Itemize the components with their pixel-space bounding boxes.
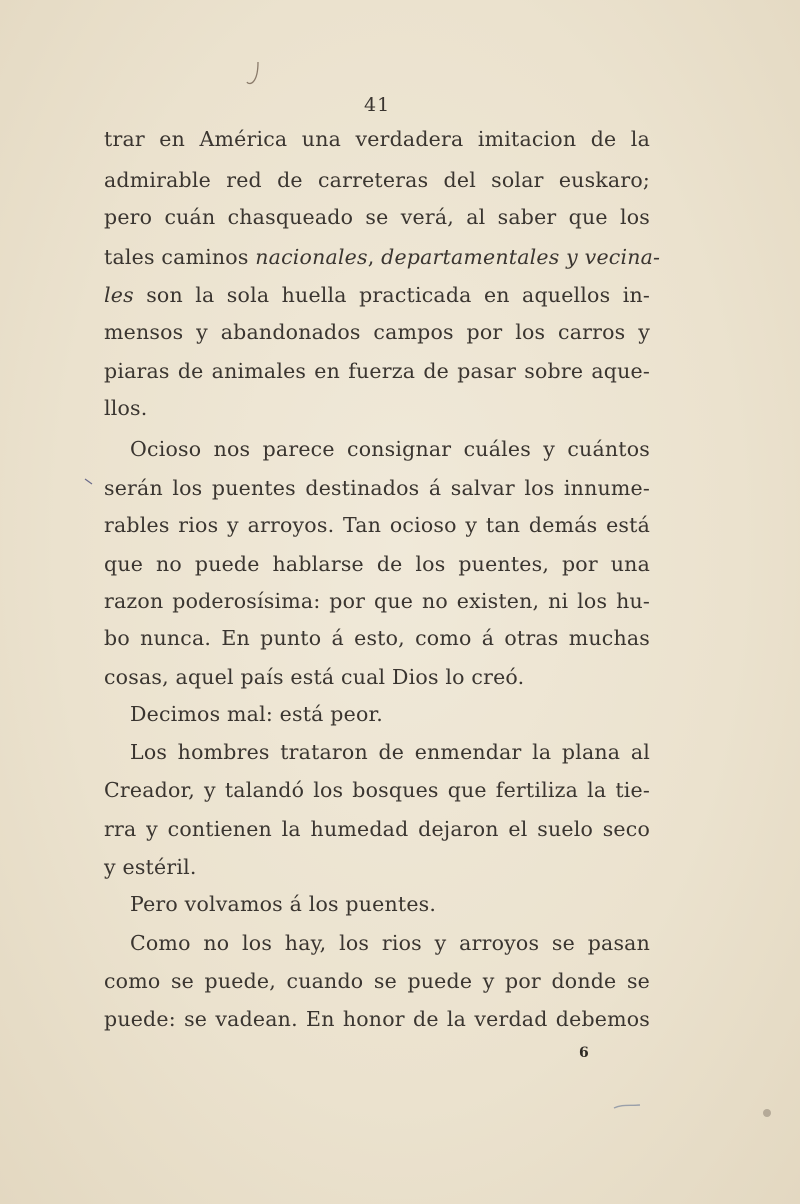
text-line: Como no los hay, los rios y arroyos se pasan xyxy=(130,931,650,955)
ink-speck-icon xyxy=(84,478,94,486)
text-line: rables rios y arroyos. Tan ocioso y tan demás está xyxy=(104,513,650,537)
text-line: admirable red de carreteras del solar euskaro; xyxy=(104,168,650,192)
text-segment: tales caminos xyxy=(104,245,256,269)
text-line: cosas, aquel país está cual Dios lo creó. xyxy=(104,665,525,689)
text-line: Decimos mal: está peor. xyxy=(130,702,383,726)
text-line: serán los puentes destinados á salvar los innume- xyxy=(104,476,650,500)
ink-smudge-icon xyxy=(612,1102,642,1112)
italic-text: les xyxy=(104,283,134,307)
text-line: puede: se vadean. En honor de la verdad debemos xyxy=(104,1007,650,1031)
pencil-mark-icon xyxy=(244,60,264,88)
text-line: razon poderosísima: por que no existen, ni los hu- xyxy=(104,589,650,613)
text-line: trar en América una verdadera imitacion de la xyxy=(104,127,650,151)
text-line: mensos y abandonados campos por los carros y xyxy=(104,320,650,344)
text-line: que no puede hablarse de los puentes, por una xyxy=(104,552,650,576)
page-number: 41 xyxy=(364,94,391,116)
italic-text: nacionales xyxy=(255,245,368,269)
text-line: Creador, y talandó los bosques que fertiliza la tie- xyxy=(104,778,650,802)
text-line: llos. xyxy=(104,396,148,420)
text-line: Pero volvamos á los puentes. xyxy=(130,892,437,916)
text-segment: son la sola huella practicada en aquellos in- xyxy=(133,283,650,307)
text-line: bo nunca. En punto á esto, como á otras muchas xyxy=(104,626,650,650)
signature-mark: 6 xyxy=(579,1045,589,1061)
text-line xyxy=(104,283,650,307)
stain-dot-icon xyxy=(760,1106,774,1120)
text-line: pero cuán chasqueado se verá, al saber que los xyxy=(104,205,650,229)
text-segment: , xyxy=(367,245,382,269)
text-line: Ocioso nos parece consignar cuáles y cuántos xyxy=(130,437,650,461)
text-line: piaras de animales en fuerza de pasar sobre aque- xyxy=(104,359,650,383)
italic-text: departamentales y vecina- xyxy=(381,245,661,269)
text-line: como se puede, cuando se puede y por donde se xyxy=(104,969,650,993)
text-line: Los hombres trataron de enmendar la plana al xyxy=(130,740,650,764)
text-line xyxy=(104,245,661,269)
text-line: y estéril. xyxy=(104,855,197,879)
text-line: rra y contienen la humedad dejaron el suelo seco xyxy=(104,817,650,841)
